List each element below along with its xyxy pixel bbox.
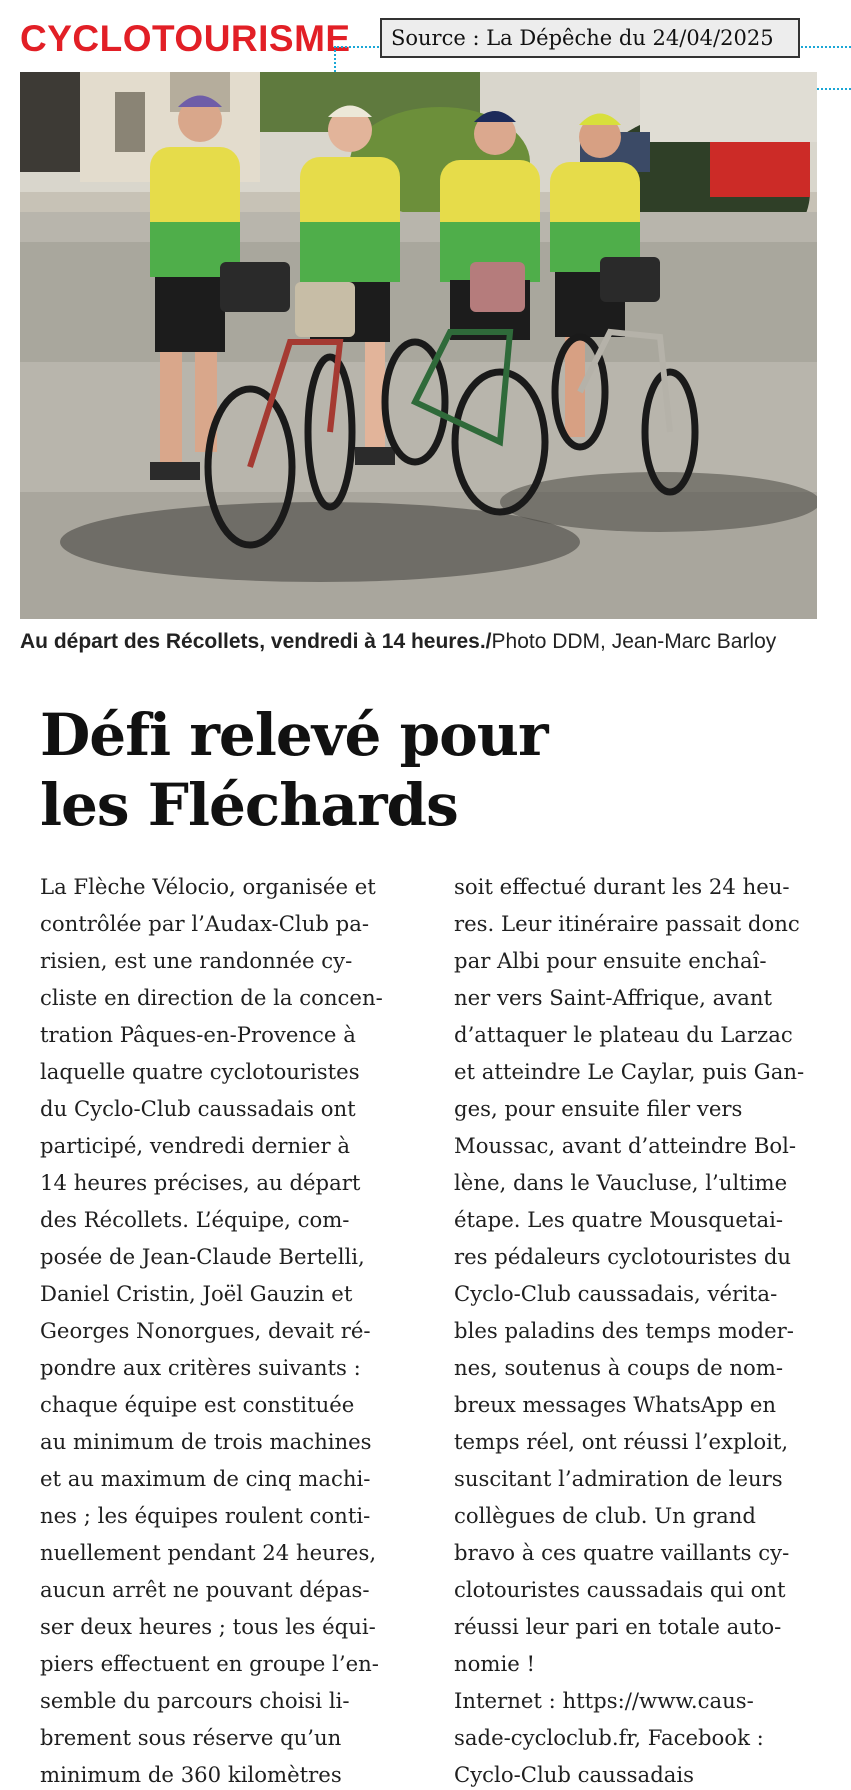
article-line: bles paladins des temps moder- <box>454 1318 794 1343</box>
article-line: du Cyclo-Club caussadais ont <box>40 1096 356 1121</box>
article-line: collègues de club. Un grand <box>454 1503 756 1528</box>
article-line: au minimum de trois machines <box>40 1429 372 1454</box>
article-line: Internet : https://www.caus- <box>454 1688 754 1713</box>
source-label: Source : La Dépêche du 24/04/2025 <box>380 18 800 58</box>
article-line: laquelle quatre cyclotouristes <box>40 1059 360 1084</box>
article-line: minimum de 360 kilomètres <box>40 1762 342 1787</box>
article-line: par Albi pour ensuite enchaî- <box>454 948 767 973</box>
article-line: tration Pâques-en-Provence à <box>40 1022 356 1047</box>
headline-line: Défi relevé pour <box>40 701 548 769</box>
article-line: étape. Les quatre Mousquetai- <box>454 1207 784 1232</box>
article-line: bravo à ces quatre vaillants cy- <box>454 1540 790 1565</box>
article-line: temps réel, ont réussi l’exploit, <box>454 1429 789 1454</box>
article-line: res pédaleurs cyclotouristes du <box>454 1244 792 1269</box>
article-line: Moussac, avant d’atteindre Bol- <box>454 1133 797 1158</box>
article-line: suscitant l’admiration de leurs <box>454 1466 783 1491</box>
article-line: participé, vendredi dernier à <box>40 1133 350 1158</box>
article-line: nomie ! <box>454 1651 536 1676</box>
article-line: breux messages WhatsApp en <box>454 1392 777 1417</box>
article-line: ser deux heures ; tous les équi- <box>40 1614 376 1639</box>
article-line: clotouristes caussadais qui ont <box>454 1577 786 1602</box>
article-line: réussi leur pari en totale auto- <box>454 1614 782 1639</box>
article-line: Daniel Cristin, Joël Gauzin et <box>40 1281 353 1306</box>
article-line: contrôlée par l’Audax-Club pa- <box>40 911 369 936</box>
article-line: sade-cycloclub.fr, Facebook : <box>454 1725 764 1750</box>
article-line: aucun arrêt ne pouvant dépas- <box>40 1577 370 1602</box>
article-line: risien, est une randonnée cy- <box>40 948 353 973</box>
caption-text: Au départ des Récollets, vendredi à 14 heures./ <box>20 630 492 653</box>
article-line: semble du parcours choisi li- <box>40 1688 350 1713</box>
article-line: chaque équipe est constituée <box>40 1392 355 1417</box>
article-line: 14 heures précises, au départ <box>40 1170 361 1195</box>
article-line: nes, soutenus à coups de nom- <box>454 1355 784 1380</box>
article-line: Cyclo-Club caussadais <box>454 1762 695 1787</box>
article-line: brement sous réserve qu’un <box>40 1725 342 1750</box>
article-line: soit effectué durant les 24 heu- <box>454 874 790 899</box>
article-line: posée de Jean-Claude Bertelli, <box>40 1244 365 1269</box>
article-photo <box>20 72 817 619</box>
article-line: cliste en direction de la concen- <box>40 985 383 1010</box>
article-line: ner vers Saint-Affrique, avant <box>454 985 773 1010</box>
article-line: et atteindre Le Caylar, puis Gan- <box>454 1059 805 1084</box>
headline-line: les Fléchards <box>40 771 458 839</box>
article-column-left <box>40 868 415 1790</box>
article-column-right <box>454 868 829 1790</box>
article-line: Cyclo-Club caussadais, vérita- <box>454 1281 778 1306</box>
article-line: nes ; les équipes roulent conti- <box>40 1503 371 1528</box>
article-line: et au maximum de cinq machi- <box>40 1466 371 1491</box>
photo-caption <box>20 627 820 657</box>
article-line: La Flèche Vélocio, organisée et <box>40 874 376 899</box>
article-line: lène, dans le Vaucluse, l’ultime <box>454 1170 788 1195</box>
photo-credit: Photo DDM, Jean-Marc Barloy <box>491 630 777 653</box>
article-headline <box>40 700 780 840</box>
article-line: ges, pour ensuite filer vers <box>454 1096 743 1121</box>
article-line: Georges Nonorgues, devait ré- <box>40 1318 371 1343</box>
article-line: pondre aux critères suivants : <box>40 1355 361 1380</box>
article-line: piers effectuent en groupe l’en- <box>40 1651 379 1676</box>
section-rubric: CYCLOTOURISME <box>20 18 351 59</box>
article-line: res. Leur itinéraire passait donc <box>454 911 800 936</box>
article-line: d’attaquer le plateau du Larzac <box>454 1022 793 1047</box>
article-line: des Récollets. L’équipe, com- <box>40 1207 350 1232</box>
article-line: nuellement pendant 24 heures, <box>40 1540 377 1565</box>
